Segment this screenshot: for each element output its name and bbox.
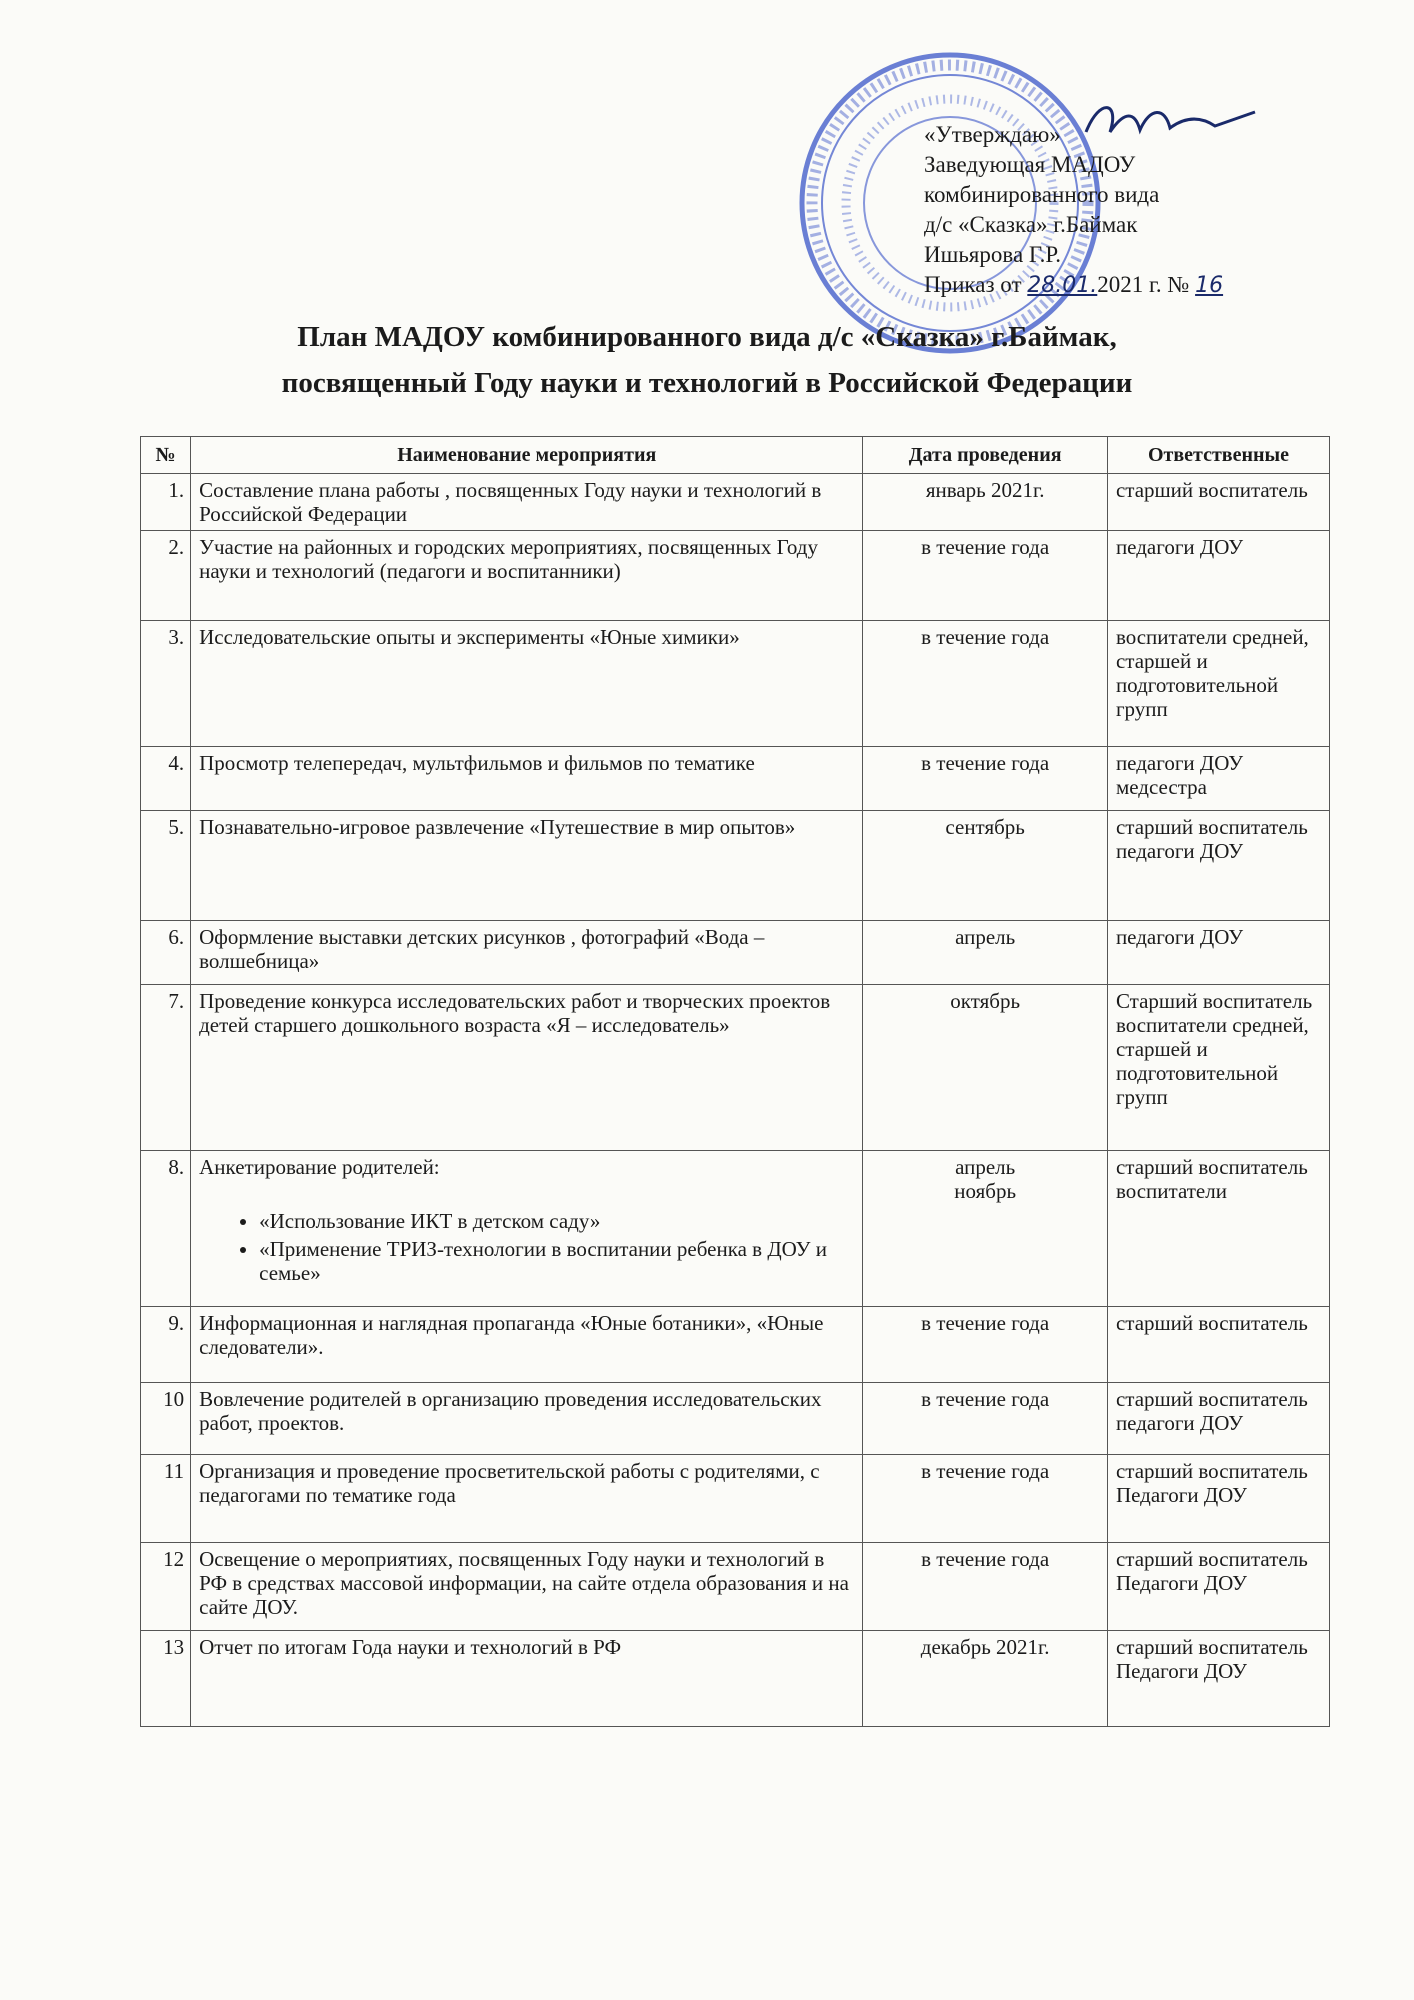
event-name: Оформление выставки детских рисунков , фотографий «Вода – волшебница» bbox=[191, 921, 863, 985]
approval-line: комбинированного вида bbox=[924, 182, 1160, 207]
table-row bbox=[141, 1455, 1330, 1543]
responsible: педагоги ДОУ bbox=[1107, 531, 1329, 621]
table-header-row bbox=[141, 437, 1330, 474]
event-name: Исследовательские опыты и эксперименты «Юные химики» bbox=[191, 621, 863, 747]
row-number: 13 bbox=[141, 1631, 191, 1727]
responsible: старший воспитатель Педагоги ДОУ bbox=[1107, 1455, 1329, 1543]
title-line-1: План МАДОУ комбинированного вида д/с «Сказка» г.Баймак, bbox=[297, 321, 1117, 353]
event-date: в течение года bbox=[863, 1307, 1108, 1383]
responsible: старший воспитатель bbox=[1107, 1307, 1329, 1383]
header-name: Наименование мероприятия bbox=[191, 437, 863, 474]
event-date: в течение года bbox=[863, 621, 1108, 747]
event-name: Организация и проведение просветительской работы с родителями, с педагогами по тематике года bbox=[191, 1455, 863, 1543]
order-line bbox=[924, 270, 1223, 301]
table-row bbox=[141, 1307, 1330, 1383]
approval-line: д/с «Сказка» г.Баймак bbox=[924, 212, 1138, 237]
event-date: в течение года bbox=[863, 747, 1108, 811]
row-number: 1. bbox=[141, 474, 191, 531]
responsible: старший воспитатель Педагоги ДОУ bbox=[1107, 1631, 1329, 1727]
row-number: 4. bbox=[141, 747, 191, 811]
list-item: • «Использование ИКТ в детском саду» bbox=[259, 1209, 854, 1233]
event-date: в течение года bbox=[863, 1455, 1108, 1543]
event-date: сентябрь bbox=[863, 811, 1108, 921]
event-name: Отчет по итогам Года науки и технологий в РФ bbox=[191, 1631, 863, 1727]
title-line-2: посвященный Году науки и технологий в Российской Федерации bbox=[281, 367, 1133, 399]
event-name: Проведение конкурса исследовательских работ и творческих проектов детей старшего дошкольного возраста «Я – исследователь» bbox=[191, 985, 863, 1151]
table-row bbox=[141, 921, 1330, 985]
order-date: 28.01. bbox=[1027, 273, 1098, 298]
event-name-text: Анкетирование родителей: bbox=[199, 1155, 440, 1179]
order-year: 2021 г. № bbox=[1097, 272, 1190, 297]
responsible: старший воспитатель воспитатели bbox=[1107, 1151, 1329, 1307]
event-date: апрель ноябрь bbox=[863, 1151, 1108, 1307]
row-number: 6. bbox=[141, 921, 191, 985]
bullet-list bbox=[199, 1209, 854, 1285]
header-num: № bbox=[141, 437, 191, 474]
responsible: старший воспитатель педагоги ДОУ bbox=[1107, 811, 1329, 921]
event-name: Вовлечение родителей в организацию проведения исследовательских работ, проектов. bbox=[191, 1383, 863, 1455]
row-number: 7. bbox=[141, 985, 191, 1151]
plan-table bbox=[140, 436, 1330, 1727]
row-number: 10 bbox=[141, 1383, 191, 1455]
responsible: старший воспитатель Педагоги ДОУ bbox=[1107, 1543, 1329, 1631]
responsible: старший воспитатель педагоги ДОУ bbox=[1107, 1383, 1329, 1455]
responsible: педагоги ДОУ медсестра bbox=[1107, 747, 1329, 811]
header-date: Дата проведения bbox=[863, 437, 1108, 474]
approval-block bbox=[924, 120, 1223, 301]
table-row bbox=[141, 747, 1330, 811]
row-number: 2. bbox=[141, 531, 191, 621]
table-row bbox=[141, 1151, 1330, 1307]
event-date: в течение года bbox=[863, 1383, 1108, 1455]
row-number: 3. bbox=[141, 621, 191, 747]
event-name: Познавательно-игровое развлечение «Путешествие в мир опытов» bbox=[191, 811, 863, 921]
order-prefix: Приказ от bbox=[924, 272, 1022, 297]
event-name: Составление плана работы , посвященных Году науки и технологий в Российской Федерации bbox=[191, 474, 863, 531]
approval-line: «Утверждаю» bbox=[924, 122, 1061, 147]
table-row bbox=[141, 474, 1330, 531]
table-row bbox=[141, 1631, 1330, 1727]
responsible: старший воспитатель bbox=[1107, 474, 1329, 531]
row-number: 8. bbox=[141, 1151, 191, 1307]
event-date: апрель bbox=[863, 921, 1108, 985]
responsible: Старший воспитатель воспитатели средней, старшей и подготовительной групп bbox=[1107, 985, 1329, 1151]
approval-line: Ишьярова Г.Р. bbox=[924, 242, 1062, 267]
responsible: педагоги ДОУ bbox=[1107, 921, 1329, 985]
row-number: 5. bbox=[141, 811, 191, 921]
event-date: октябрь bbox=[863, 985, 1108, 1151]
event-date: в течение года bbox=[863, 1543, 1108, 1631]
event-name: Освещение о мероприятиях, посвященных Году науки и технологий в РФ в средствах массовой информации, на сайте отдела образования и на сайте ДОУ. bbox=[191, 1543, 863, 1631]
table-row bbox=[141, 811, 1330, 921]
responsible: воспитатели средней, старшей и подготовительной групп bbox=[1107, 621, 1329, 747]
page-title bbox=[0, 314, 1414, 406]
event-date: в течение года bbox=[863, 531, 1108, 621]
event-name: Информационная и наглядная пропаганда «Юные ботаники», «Юные следователи». bbox=[191, 1307, 863, 1383]
event-date: декабрь 2021г. bbox=[863, 1631, 1108, 1727]
table-row bbox=[141, 531, 1330, 621]
table-row bbox=[141, 1543, 1330, 1631]
event-name bbox=[191, 1151, 863, 1307]
order-number: 16 bbox=[1195, 273, 1224, 298]
table-row bbox=[141, 621, 1330, 747]
list-item: • «Применение ТРИЗ-технологии в воспитании ребенка в ДОУ и семье» bbox=[259, 1237, 854, 1285]
table-row bbox=[141, 985, 1330, 1151]
table-row bbox=[141, 1383, 1330, 1455]
event-name: Участие на районных и городских мероприятиях, посвященных Году науки и технологий (педагоги и воспитанники) bbox=[191, 531, 863, 621]
event-name: Просмотр телепередач, мультфильмов и фильмов по тематике bbox=[191, 747, 863, 811]
row-number: 11 bbox=[141, 1455, 191, 1543]
header-resp: Ответственные bbox=[1107, 437, 1329, 474]
approval-line: Заведующая МАДОУ bbox=[924, 152, 1136, 177]
event-date: январь 2021г. bbox=[863, 474, 1108, 531]
row-number: 12 bbox=[141, 1543, 191, 1631]
row-number: 9. bbox=[141, 1307, 191, 1383]
